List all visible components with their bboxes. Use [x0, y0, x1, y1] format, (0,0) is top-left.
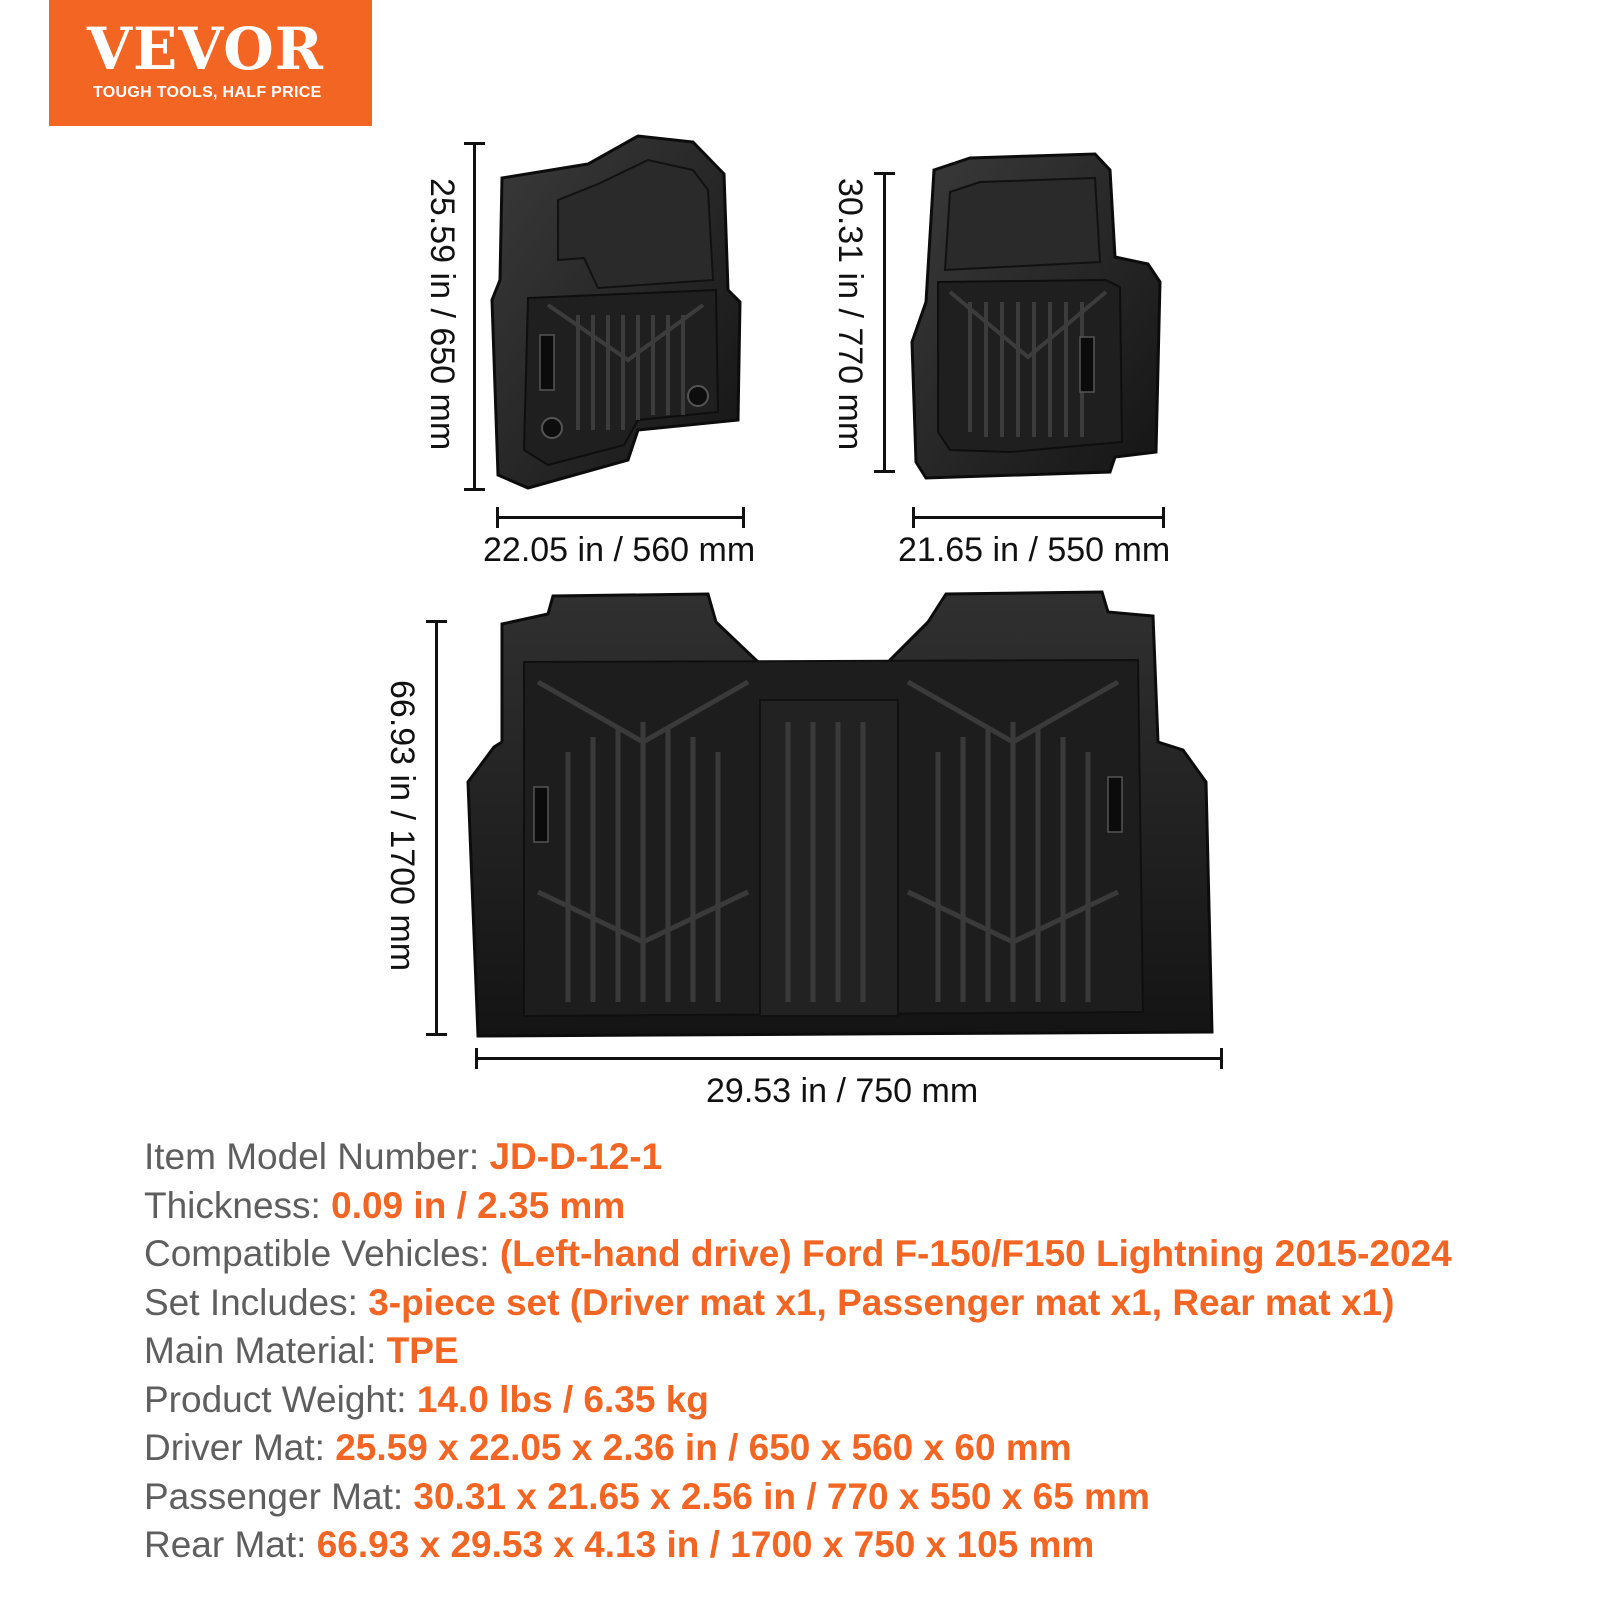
- spec-label: Rear Mat:: [144, 1524, 317, 1565]
- spec-label: Main Material:: [144, 1330, 387, 1371]
- spec-value: TPE: [386, 1330, 459, 1371]
- spec-row-thickness: [144, 1182, 1564, 1231]
- spec-label: Set Includes:: [144, 1281, 369, 1323]
- driver-height-label: 25.59 in / 650 mm: [423, 178, 461, 451]
- passenger-mat-image: [910, 152, 1172, 482]
- spec-row-model: [144, 1133, 1564, 1182]
- passenger-width-line: [912, 516, 1165, 519]
- spec-value: 25.59 x 22.05 x 2.36 in / 650 x 560 x 60 mm: [335, 1427, 1072, 1468]
- spec-row-driver-mat: [144, 1424, 1564, 1473]
- spec-value: 30.31 x 21.65 x 2.56 in / 770 x 550 x 65 mm: [413, 1475, 1150, 1517]
- passenger-height-label: 30.31 in / 770 mm: [831, 178, 869, 451]
- spec-list: [144, 1133, 1564, 1570]
- spec-label: Passenger Mat:: [144, 1475, 414, 1517]
- passenger-width-label: 21.65 in / 550 mm: [898, 531, 1171, 569]
- spec-label: Compatible Vehicles:: [144, 1233, 500, 1274]
- spec-value: (Left-hand drive) Ford F-150/F150 Lightning 2015-2024: [499, 1233, 1452, 1274]
- driver-width-label: 22.05 in / 560 mm: [483, 531, 756, 569]
- spec-label: Product Weight:: [144, 1378, 417, 1420]
- spec-value: 0.09 in / 2.35 mm: [331, 1184, 626, 1226]
- spec-label: Thickness:: [144, 1184, 332, 1226]
- rear-height-label: 66.93 in / 1700 mm: [383, 680, 421, 972]
- rear-mat-image: [468, 592, 1212, 1040]
- spec-row-rear-mat: [144, 1521, 1564, 1570]
- rear-width-line: [475, 1057, 1223, 1060]
- driver-width-line: [496, 516, 745, 519]
- spec-row-compatible-vehicles: [144, 1230, 1564, 1279]
- vevor-logo: [49, 0, 372, 126]
- driver-height-line: [473, 142, 476, 491]
- spec-row-material: [144, 1327, 1564, 1376]
- spec-value: JD-D-12-1: [489, 1136, 663, 1177]
- spec-label: Driver Mat:: [144, 1427, 336, 1468]
- driver-mat-image: [488, 130, 750, 490]
- spec-row-passenger-mat: [144, 1473, 1564, 1522]
- logo-tagline: TOUGH TOOLS, HALF PRICE: [93, 84, 322, 101]
- spec-row-set-includes: [144, 1279, 1564, 1328]
- spec-value: 14.0 lbs / 6.35 kg: [416, 1378, 709, 1420]
- spec-value: 66.93 x 29.53 x 4.13 in / 1700 x 750 x 105 mm: [316, 1524, 1095, 1565]
- spec-label: Item Model Number:: [144, 1136, 490, 1177]
- spec-value: 3-piece set (Driver mat x1, Passenger mat x1, Rear mat x1): [368, 1281, 1395, 1323]
- spec-row-weight: [144, 1376, 1564, 1425]
- rear-height-line: [435, 620, 438, 1036]
- rear-width-label: 29.53 in / 750 mm: [706, 1072, 979, 1110]
- logo-wordmark: VEVOR: [87, 15, 324, 83]
- passenger-height-line: [883, 172, 886, 473]
